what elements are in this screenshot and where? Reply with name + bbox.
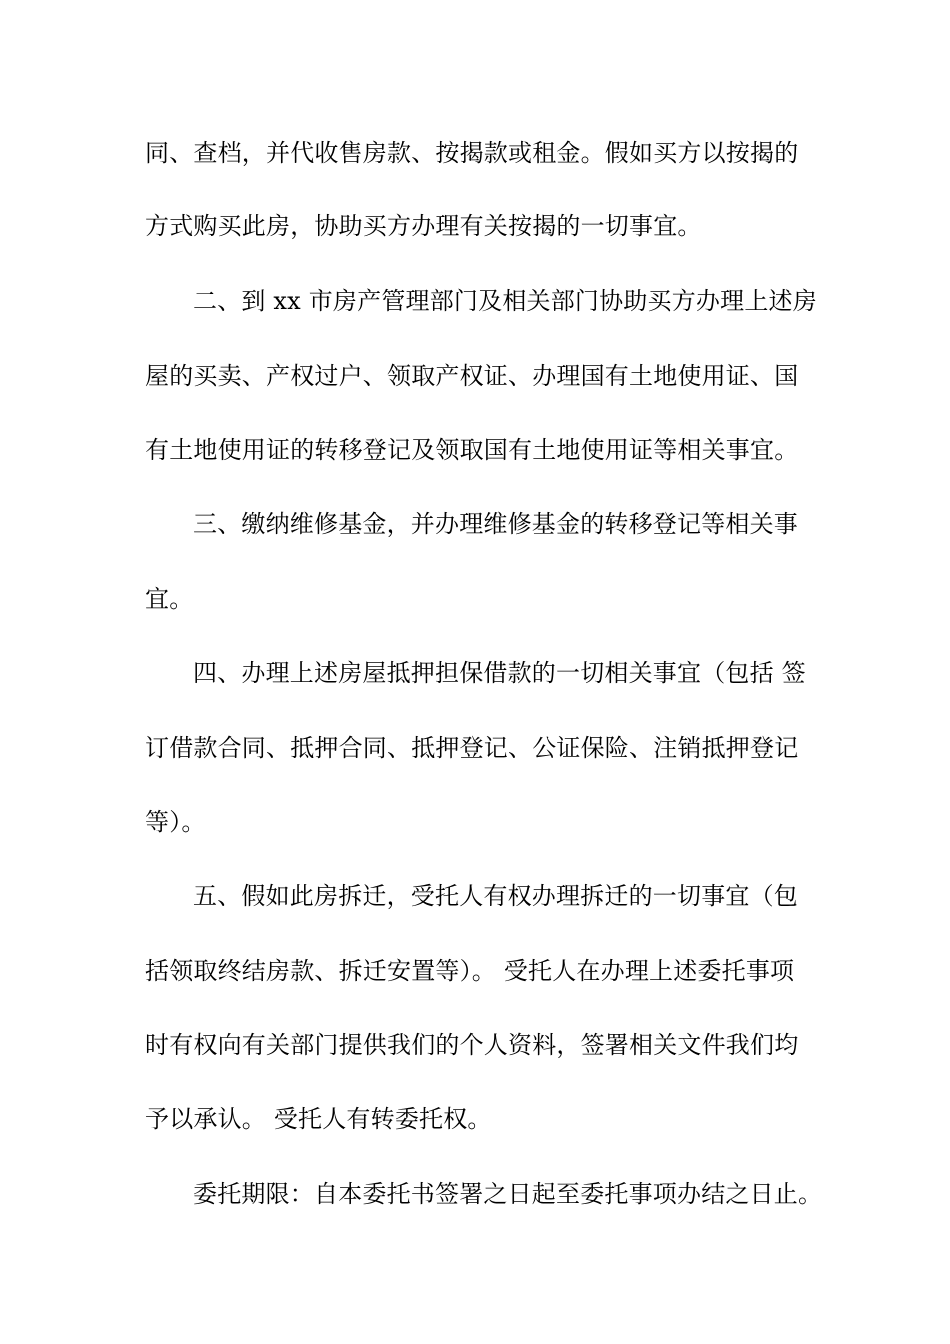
text-line-1: 同、查档，并代收售房款、按揭款或租金。假如买方以按揭的 — [145, 139, 799, 167]
paragraph-two-line-2: 屋的买卖、产权过户、领取产权证、办理国有土地使用证、国 — [145, 362, 799, 390]
paragraph-five-line-1: 五、假如此房拆迁，受托人有权办理拆迁的一切事宜（包 — [193, 882, 798, 910]
paragraph-five-line-2: 括领取终结房款、拆迁安置等）。 受托人在办理上述委托事项 — [145, 957, 795, 985]
paragraph-four-line-3: 等）。 — [145, 808, 206, 836]
entrustment-period-line: 委托期限：自本委托书签署之日起至委托事项办结之日止。 — [193, 1180, 823, 1208]
paragraph-four-line-1: 四、办理上述房屋抵押担保借款的一切相关事宜（包括 签 — [193, 659, 806, 687]
text-line-2: 方式购买此房，协助买方办理有关按揭的一切事宜。 — [145, 212, 702, 240]
paragraph-two-line-1: 二、到 xx 市房产管理部门及相关部门协助买方办理上述房 — [193, 287, 817, 315]
paragraph-three-line-1: 三、缴纳维修基金，并办理维修基金的转移登记等相关事 — [193, 510, 798, 538]
paragraph-two-line-3: 有土地使用证的转移登记及领取国有土地使用证等相关事宜。 — [145, 436, 799, 464]
paragraph-five-line-4: 予以承认。 受托人有转委托权。 — [145, 1105, 492, 1133]
paragraph-three-line-2: 宜。 — [145, 585, 194, 613]
paragraph-five-line-3: 时有权向有关部门提供我们的个人资料，签署相关文件我们均 — [145, 1031, 799, 1059]
paragraph-four-line-2: 订借款合同、抵押合同、抵押登记、公证保险、注销抵押登记 — [145, 734, 799, 762]
